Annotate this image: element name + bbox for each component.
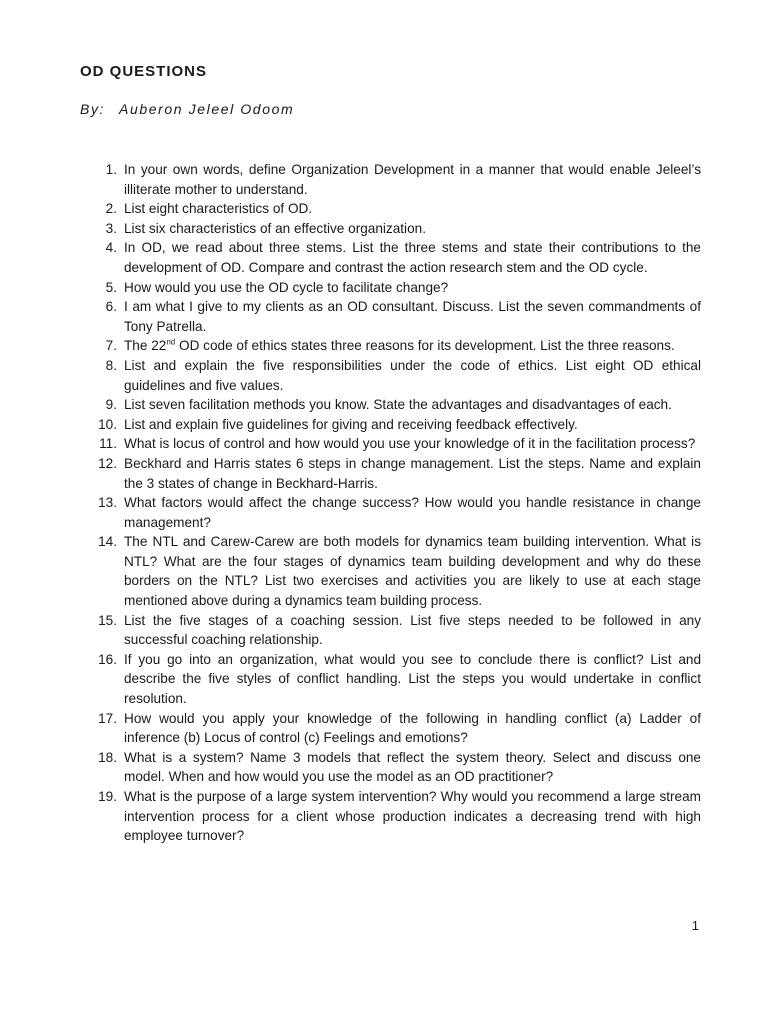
question-number: 4.: [105, 240, 117, 256]
question-text: Beckhard and Harris states 6 steps in change management. List the steps. Name and explain the 3 states of change in Beckhard-Harris.: [124, 455, 701, 491]
question-text: What is locus of control and how would you use your knowledge of it in the facilitation process?: [124, 436, 696, 452]
question-item: [0, 238, 701, 277]
question-item: [0, 787, 701, 846]
question-item: [0, 709, 701, 748]
question-item: [0, 493, 701, 532]
question-text-part: The 22: [124, 338, 167, 354]
question-text-part: OD code of ethics states three reasons for its development. List the three reasons.: [175, 338, 675, 354]
question-number: 2.: [105, 201, 117, 217]
question-number: 13.: [98, 495, 117, 511]
question-item: [0, 395, 701, 415]
question-text: What is the purpose of a large system intervention? Why would you recommend a large stream intervention process for a client whose production indicates a decreasing trend with high employee turnover?: [124, 789, 701, 844]
question-number: 9.: [105, 397, 117, 413]
question-text: List the five stages of a coaching session. List five steps needed to be followed in any successful coaching relationship.: [124, 612, 701, 648]
question-text: In your own words, define Organization Development in a manner that would enable Jeleel’s illiterate mother to understand.: [124, 162, 701, 197]
author-name: Auberon Jeleel Odoom: [119, 101, 295, 117]
question-number: 11.: [99, 436, 117, 452]
question-text: If you go into an organization, what would you see to conclude there is conflict? List and describe the five styles of conflict handling. List the steps you would undertake in conflict resolution.: [124, 651, 701, 707]
question-number: 3.: [105, 220, 117, 236]
question-number: 16.: [98, 651, 117, 667]
document-title: OD QUESTIONS: [80, 63, 208, 80]
question-item: [0, 532, 701, 610]
question-item: [0, 199, 701, 219]
byline-label: By:: [80, 101, 106, 117]
question-item: [0, 297, 701, 336]
question-text: [124, 336, 701, 356]
question-number: 17.: [98, 710, 117, 726]
question-text: How would you use the OD cycle to facilitate change?: [124, 279, 449, 295]
question-item: [0, 748, 701, 787]
author-byline: [80, 101, 294, 117]
question-text: How would you apply your knowledge of the following in handling conflict (a) Ladder of inference (b) Locus of control (c) Feelings and emotions?: [124, 710, 701, 746]
question-text: List and explain the five responsibilities under the code of ethics. List eight OD ethical guidelines and five values.: [124, 357, 701, 393]
question-text: List seven facilitation methods you know. State the advantages and disadvantages of each.: [124, 397, 672, 413]
question-number: 18.: [98, 749, 117, 765]
question-number: 15.: [98, 612, 117, 628]
question-item: [0, 415, 701, 435]
question-text: In OD, we read about three stems. List the three stems and state their contributions to the development of OD. Compare and contrast the action research stem and the OD cycle.: [124, 240, 701, 275]
question-text: I am what I give to my clients as an OD consultant. Discuss. List the seven commandments of Tony Patrella.: [124, 299, 701, 334]
question-list: [0, 160, 768, 846]
question-number: 6.: [105, 299, 117, 315]
question-item: [0, 336, 701, 356]
question-item: [0, 356, 701, 395]
question-item: [0, 611, 701, 650]
question-text: List and explain five guidelines for giving and receiving feedback effectively.: [124, 416, 578, 432]
question-text: List six characteristics of an effective organization.: [124, 220, 426, 236]
question-text: The NTL and Carew-Carew are both models for dynamics team building intervention. What is NTL? What are the four stages of dynamics team building development and why do these borders on the NTL? List two exercises and activities you are likely to use at each stage mentioned above during a dynamics team building process.: [124, 534, 701, 609]
question-number: 7.: [105, 338, 117, 354]
question-item: [0, 219, 701, 239]
question-text: What is a system? Name 3 models that reflect the system theory. Select and discuss one model. When and how would you use the model as an OD practitioner?: [124, 749, 701, 785]
question-item: [0, 650, 701, 709]
question-number: 14.: [98, 534, 117, 550]
question-item: [0, 278, 701, 298]
question-number: 5.: [105, 279, 117, 295]
question-item: [0, 434, 701, 454]
question-number: 19.: [98, 789, 117, 804]
question-number: 10.: [98, 416, 117, 432]
question-number: 8.: [105, 357, 117, 373]
question-text: List eight characteristics of OD.: [124, 201, 313, 217]
question-number: 12.: [98, 455, 117, 471]
question-number: 1.: [105, 162, 117, 177]
ordinal-superscript: nd: [166, 337, 176, 347]
question-text: What factors would affect the change success? How would you handle resistance in change management?: [124, 495, 701, 530]
question-item: [0, 160, 701, 199]
question-item: [0, 454, 701, 493]
page-number: 1: [691, 918, 699, 933]
